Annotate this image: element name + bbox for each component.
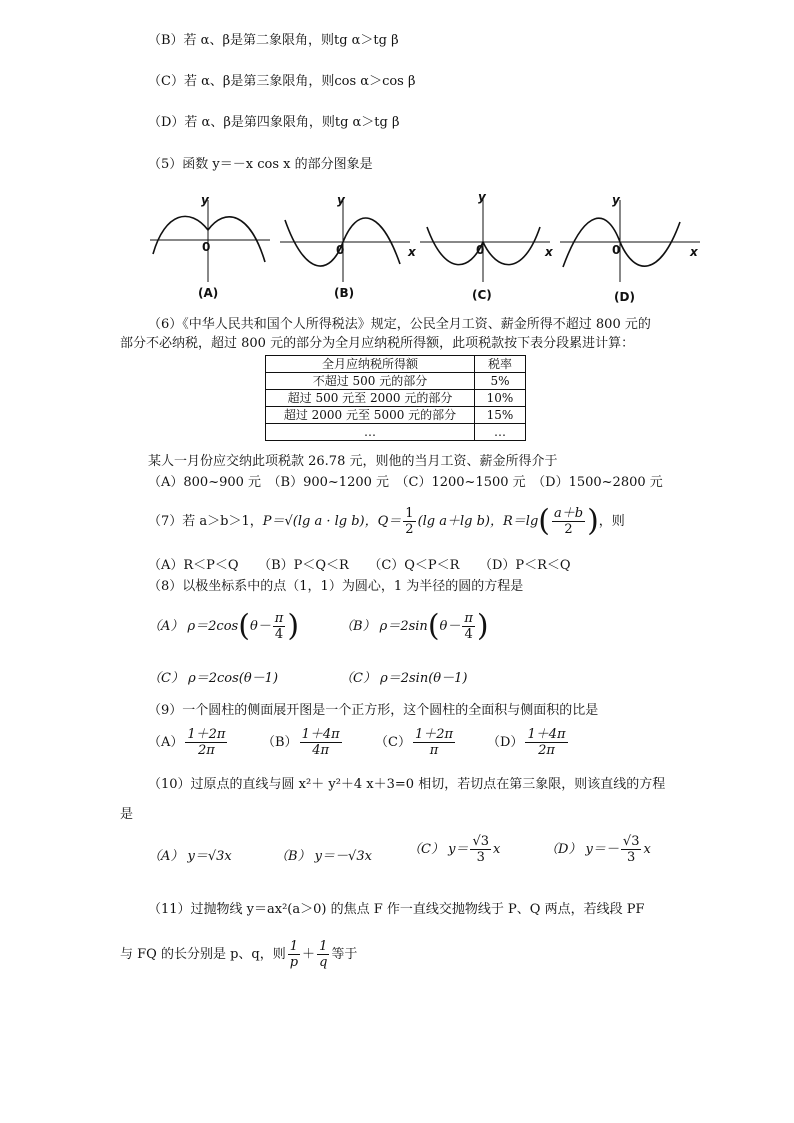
q11-p-den: p — [289, 955, 299, 970]
q11-q-den: q — [319, 955, 328, 970]
graph-b-origin: 0 — [336, 243, 345, 257]
q8-b-paren-left: ( — [427, 608, 440, 644]
q10-option-c — [408, 833, 500, 867]
q9-a-label: （A） — [148, 735, 184, 750]
q8-a-num: π — [274, 611, 284, 626]
graph-d-y-label: y — [612, 193, 620, 207]
q11-line2-pre: 与 FQ 的长分别是 p、q，则 — [120, 947, 286, 962]
q8-a-den: 4 — [274, 627, 284, 642]
q7-prefix: （7）若 a＞b＞1， — [148, 514, 263, 529]
q9-c-label: （C） — [375, 735, 411, 750]
q8-b-paren-right: ) — [476, 608, 489, 644]
q8-b-num: π — [464, 611, 473, 626]
table-cell: 10% — [475, 390, 526, 407]
q9-option-d — [487, 726, 570, 760]
graph-a-y-label: y — [201, 193, 209, 207]
q11-p-fraction — [288, 939, 300, 970]
q9-d-den: 2π — [538, 743, 555, 758]
q8-b-fraction — [462, 611, 475, 642]
q8-option-d: （C） ρ＝2sin(θ－1) — [340, 671, 468, 686]
q8-b-theta: θ－ — [439, 619, 461, 634]
q7-options: （A）R＜P＜Q （B）P＜Q＜R （C）Q＜P＜R （D）P＜R＜Q — [148, 558, 571, 573]
graph-b-x-label: x — [408, 245, 416, 259]
table-header-row — [266, 356, 526, 373]
graph-b — [280, 200, 410, 282]
graph-c — [420, 197, 550, 282]
q11-line2-post: 等于 — [331, 947, 358, 962]
q5-graphs — [145, 192, 705, 292]
table-row — [266, 373, 526, 390]
q11-p-num: 1 — [288, 939, 300, 955]
q8-a-paren-left: ( — [238, 608, 250, 644]
q8-a-fraction — [273, 611, 286, 642]
q9-d-label: （D） — [487, 735, 524, 750]
table-cell: 不超过 500 元的部分 — [266, 373, 475, 390]
q9-option-c — [375, 726, 457, 760]
q11-q-num: 1 — [317, 939, 329, 955]
graph-c-x-label: x — [545, 245, 553, 259]
graph-d-label: (D) — [614, 290, 635, 304]
table-row — [266, 407, 526, 424]
q10-option-b: （B） y＝－√3x — [275, 849, 372, 864]
q10-d-post: x — [643, 842, 651, 857]
graph-d-origin: 0 — [612, 243, 621, 257]
graph-b-label: (B) — [334, 286, 355, 300]
q9-b-label: （B） — [262, 735, 298, 750]
q9-d-num: 1＋4π — [527, 727, 566, 742]
q10-d-pre: （D） y＝－ — [545, 842, 619, 857]
q10-d-fraction — [621, 834, 642, 865]
q6-line2: 部分不必纳税，超过 800 元的部分为全月应纳税所得额，此项税款按下表分段累进计算： — [120, 336, 635, 351]
q9-c-num: 1＋2π — [414, 727, 454, 742]
q8-row1-b — [340, 610, 489, 644]
q10-c-fraction — [470, 834, 491, 865]
q11-plus: ＋ — [302, 947, 316, 962]
q8-a-theta: θ－ — [249, 619, 271, 634]
table-row — [266, 390, 526, 407]
q10-c-pre: （C） y＝ — [408, 842, 469, 857]
table-row — [266, 424, 526, 441]
table-cell: … — [266, 424, 475, 441]
q7-q-den: 2 — [405, 522, 414, 537]
q9-d-fraction — [525, 727, 567, 758]
q8-a-paren-right: ) — [287, 608, 300, 644]
q7-paren-left: ( — [538, 503, 550, 539]
q10-line1: （10）过原点的直线与圆 x²＋ y²＋4 x＋3=0 相切，若切点在第三象限，则该直线的方程 — [148, 777, 666, 792]
q11-q-fraction — [317, 939, 329, 970]
graph-c-origin: 0 — [476, 243, 485, 257]
q9-option-b — [262, 726, 344, 760]
table-header-cell: 税率 — [475, 356, 526, 373]
q9-a-num: 1＋2π — [187, 727, 226, 742]
q7-r-num: a＋b — [554, 506, 584, 521]
q7-p: P＝√(lg a · lg b)，Q＝ — [262, 514, 402, 529]
q9-option-a — [148, 726, 229, 760]
table-header-cell: 全月应纳税所得额 — [266, 356, 475, 373]
table-cell: … — [475, 424, 526, 441]
q7-r-den: 2 — [564, 522, 573, 537]
q10-d-den: 3 — [627, 850, 636, 865]
q10-c-num: √3 — [472, 834, 489, 849]
q8-stem: （8）以极坐标系中的点（1，1）为圆心，1 为半径的圆的方程是 — [148, 579, 524, 594]
q10-option-d — [545, 833, 651, 867]
graph-d — [560, 200, 700, 282]
graph-a-origin: 0 — [202, 240, 211, 254]
graph-b-y-label: y — [337, 193, 345, 207]
graph-c-y-label: y — [478, 190, 486, 204]
table-cell: 5% — [475, 373, 526, 390]
q7-stem — [148, 505, 625, 539]
q5-stem: （5）函数 y＝－x cos x 的部分图象是 — [148, 157, 373, 172]
graph-d-x-label: x — [690, 245, 698, 259]
q4-option-c: （C）若 α、β是第三象限角，则cos α＞cos β — [148, 74, 416, 89]
q10-c-post: x — [493, 842, 501, 857]
q6-line1: （6）《中华人民共和国个人所得税法》规定，公民全月工资、薪金所得不超过 800 元的 — [148, 317, 651, 332]
q7-q-num: 1 — [405, 506, 414, 521]
q10-c-den: 3 — [476, 850, 485, 865]
q7-r-fraction — [552, 506, 585, 537]
q8-option-c: （C） ρ＝2cos(θ－1) — [148, 671, 279, 686]
q7-paren-right: ) — [587, 503, 599, 539]
q6-options: （A）800~900 元 （B）900~1200 元 （C）1200~1500 元 （D）1500~2800 元 — [148, 475, 663, 490]
table-cell: 超过 2000 元至 5000 元的部分 — [266, 407, 475, 424]
q9-b-den: 4π — [312, 743, 330, 758]
q9-a-fraction — [185, 727, 227, 758]
q8-row1 — [148, 610, 299, 644]
q10-d-num: √3 — [622, 834, 640, 849]
q4-option-d: （D）若 α、β是第四象限角，则tg α＞tg β — [148, 115, 400, 130]
q10-option-a: （A） y＝√3x — [148, 849, 232, 864]
q7-q-tail: (lg a＋lg b)，R＝lg — [417, 514, 539, 529]
q10-line2: 是 — [120, 807, 134, 822]
q9-stem: （9）一个圆柱的侧面展开图是一个正方形，这个圆柱的全面积与侧面积的比是 — [148, 703, 599, 718]
q9-c-fraction — [413, 727, 455, 758]
tax-table — [265, 355, 526, 441]
table-cell: 超过 500 元至 2000 元的部分 — [266, 390, 475, 407]
q9-b-num: 1＋4π — [301, 727, 340, 742]
q8-b-pre: （B） ρ＝2sin — [340, 619, 428, 634]
q11-line1: （11）过抛物线 y＝ax²(a＞0) 的焦点 F 作一直线交抛物线于 P、Q 两点，若线段 PF — [148, 902, 645, 917]
q8-a-pre: （A） ρ＝2cos — [148, 619, 239, 634]
q7-q-fraction — [403, 506, 415, 537]
q9-a-den: 2π — [198, 743, 215, 758]
table-cell: 15% — [475, 407, 526, 424]
q11-line2 — [120, 938, 357, 972]
q7-suffix: ，则 — [598, 514, 625, 529]
q4-option-b: （B）若 α、β是第二象限角，则tg α＞tg β — [148, 33, 399, 48]
graph-c-label: (C) — [472, 288, 492, 302]
q9-b-fraction — [300, 727, 342, 758]
graph-a-label: (A) — [198, 286, 219, 300]
q8-b-den: 4 — [464, 627, 473, 642]
q9-c-den: π — [429, 743, 439, 758]
q6-line3: 某人一月份应交纳此项税款 26.78 元，则他的当月工资、薪金所得介于 — [148, 454, 558, 469]
